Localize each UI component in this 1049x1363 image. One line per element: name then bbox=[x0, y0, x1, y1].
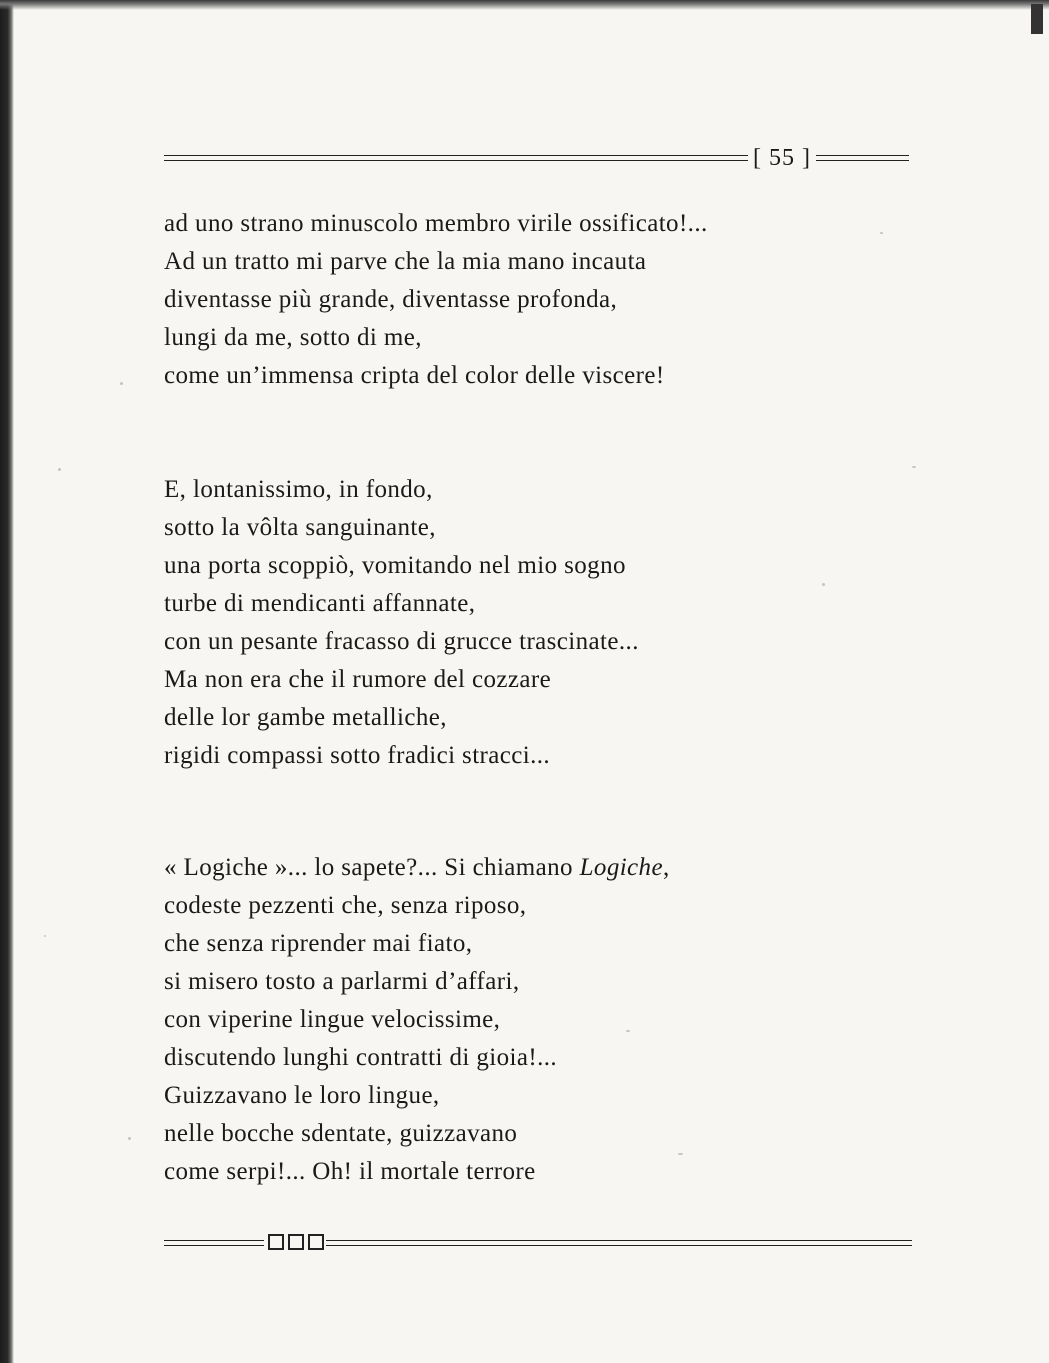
verse-line: sotto la vôlta sanguinante, bbox=[164, 514, 436, 541]
verse-line: si misero tosto a parlarmi d’affari, bbox=[164, 968, 520, 995]
stanza-3 bbox=[164, 849, 884, 1191]
verse-line: discutendo lunghi contratti di gioia!... bbox=[164, 1044, 558, 1071]
verse-line: una porta scoppiò, vomitando nel mio sogno bbox=[164, 552, 626, 579]
scan-speckle bbox=[912, 466, 916, 468]
corner-scan-mark bbox=[1031, 4, 1043, 34]
footer-box-ornament bbox=[268, 1234, 324, 1250]
verse-prefix: « Logiche »... lo sapete?... Si chiamano bbox=[164, 854, 580, 881]
footer-rule-right bbox=[326, 1240, 912, 1246]
verse-line: con un pesante fracasso di grucce trascinate... bbox=[164, 628, 639, 655]
stanza-2 bbox=[164, 471, 884, 775]
top-scan-edge bbox=[0, 0, 1049, 10]
page-header bbox=[164, 146, 909, 170]
footer-rule-left bbox=[164, 1240, 264, 1246]
page-footer-ornament bbox=[164, 1232, 912, 1254]
verse-line: come un’immensa cripta del color delle viscere! bbox=[164, 362, 665, 389]
scan-speckle bbox=[120, 382, 123, 385]
verse-line: Ma non era che il rumore del cozzare bbox=[164, 666, 552, 693]
verse-line: che senza riprender mai fiato, bbox=[164, 930, 473, 957]
stanza-1 bbox=[164, 205, 884, 395]
verse-line: rigidi compassi sotto fradici stracci... bbox=[164, 742, 551, 769]
header-rule-left bbox=[164, 155, 748, 161]
verse-line: turbe di mendicanti affannate, bbox=[164, 590, 476, 617]
verse-line: lungi da me, sotto di me, bbox=[164, 324, 422, 351]
verse-line: nelle bocche sdentate, guizzavano bbox=[164, 1120, 518, 1147]
scan-speckle bbox=[58, 468, 61, 471]
verse-suffix: , bbox=[662, 854, 670, 881]
verse-line: delle lor gambe metalliche, bbox=[164, 704, 447, 731]
scan-speckle bbox=[128, 1137, 131, 1140]
verse-line-first bbox=[164, 849, 884, 887]
header-rule-right bbox=[816, 155, 909, 161]
scan-speckle bbox=[44, 935, 46, 937]
scan-speckle bbox=[880, 232, 883, 234]
verse-line: Ad un tratto mi parve che la mia mano incauta bbox=[164, 248, 647, 275]
scan-speckle bbox=[626, 1030, 630, 1032]
verse-line: codeste pezzenti che, senza riposo, bbox=[164, 892, 527, 919]
verse-line: ad uno strano minuscolo membro virile ossificato!... bbox=[164, 210, 708, 237]
verse-line: diventasse più grande, diventasse profonda, bbox=[164, 286, 618, 313]
scan-speckle bbox=[822, 583, 825, 586]
scan-speckle bbox=[678, 1153, 683, 1155]
page-number: [ 55 ] bbox=[753, 145, 811, 171]
verse-line: con viperine lingue velocissime, bbox=[164, 1006, 501, 1033]
verse-italic-word: Logiche bbox=[579, 854, 663, 881]
verse-line: Guizzavano le loro lingue, bbox=[164, 1082, 440, 1109]
verse-line: E, lontanissimo, in fondo, bbox=[164, 476, 433, 503]
ornament-box bbox=[308, 1234, 324, 1250]
binding-edge bbox=[0, 0, 14, 1363]
ornament-box bbox=[288, 1234, 304, 1250]
verse-line: come serpi!... Oh! il mortale terrore bbox=[164, 1158, 536, 1185]
ornament-box bbox=[268, 1234, 284, 1250]
